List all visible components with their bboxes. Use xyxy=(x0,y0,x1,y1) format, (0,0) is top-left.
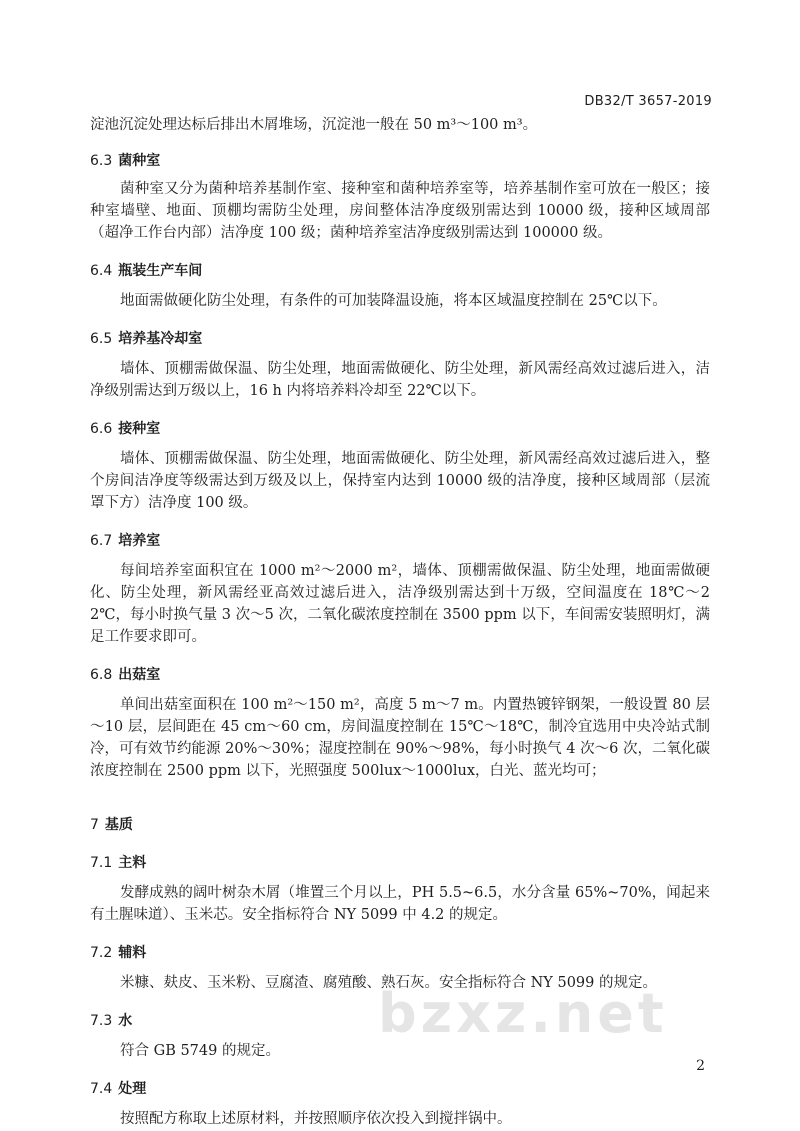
document-code: DB32/T 3657-2019 xyxy=(584,94,712,109)
paragraph-6-5: 墙体、顶棚需做保温、防尘处理，地面需做硬化、防尘处理，新风需经高效过滤后进入，洁净级别需达到万级以上，16 h 内将培养料冷却至 22℃以下。 xyxy=(90,361,710,399)
paragraph-6-3: 菌种室又分为菌种培养基制作室、接种室和菌种培养室等，培养基制作室可放在一般区；接种室墙壁、地面、顶棚均需防尘处理，房间整体洁净度级别需达到 10000 级，接种区域周部（超净工作台内部）洁净度 100 级；菌种培养室洁净度级别需达到 100000 级。 xyxy=(90,181,710,241)
watermark: bzxz.net xyxy=(378,982,668,1045)
heading-7-2: 7.2 辅料 xyxy=(90,945,147,961)
heading-6-5: 6.5 培养基冷却室 xyxy=(90,331,203,347)
paragraph-continuation: 淀池沉淀处理达标后排出木屑堆场，沉淀池一般在 50 m³～100 m³。 xyxy=(90,117,538,133)
paragraph-7-1: 发酵成熟的阔叶树杂木屑（堆置三个月以上，PH 5.5~6.5，水分含量 65%~70%，闻起来有土腥味道）、玉米芯。安全指标符合 NY 5099 中 4.2 的规定。 xyxy=(90,885,710,923)
page-content xyxy=(90,114,710,1130)
heading-7-4: 7.4 处理 xyxy=(90,1081,147,1097)
paragraph-7-2: 米糠、麸皮、玉米粉、豆腐渣、腐殖酸、熟石灰。安全指标符合 NY 5099 的规定。 xyxy=(120,975,657,991)
heading-7-1: 7.1 主料 xyxy=(90,855,147,871)
heading-6-7: 6.7 培养室 xyxy=(90,533,161,549)
paragraph-6-7: 每间培养室面积宜在 1000 m²～2000 m²，墙体、顶棚需做保温、防尘处理，地面需做硬化、防尘处理，新风需经亚高效过滤后进入，洁净级别需达到十万级，空间温度在 18℃～22℃，每小时换气量 3 次～5 次，二氧化碳浓度控制在 3500 ppm 以下，车间需安装照明灯，满足工作要求即可。 xyxy=(90,563,710,645)
heading-7-3: 7.3 水 xyxy=(90,1013,133,1029)
paragraph-7-3: 符合 GB 5749 的规定。 xyxy=(120,1043,280,1059)
paragraph-7-4: 按照配方称取上述原材料，并按照顺序依次投入到搅拌锅中。 xyxy=(120,1111,512,1127)
heading-6-3: 6.3 菌种室 xyxy=(90,153,161,169)
paragraph-6-4: 地面需做硬化防尘处理，有条件的可加装降温设施，将本区域温度控制在 25℃以下。 xyxy=(120,293,667,309)
heading-6-8: 6.8 出菇室 xyxy=(90,667,161,683)
paragraph-6-6: 墙体、顶棚需做保温、防尘处理，地面需做硬化、防尘处理，新风需经高效过滤后进入，整个房间洁净度等级需达到万级及以上，保持室内达到 10000 级的洁净度，接种区域周部（层流罩下方）洁净度 100 级。 xyxy=(90,451,710,511)
heading-7: 7 基质 xyxy=(90,817,133,833)
paragraph-6-8: 单间出菇室面积在 100 m²～150 m²，高度 5 m～7 m。内置热镀锌钢架，一般设置 80 层～10 层，层间距在 45 cm～60 cm，房间温度控制在 15℃～18℃，制冷宜选用中央冷站式制冷，可有效节约能源 20%～30%；湿度控制在 90%～98%，每小时换气 4 次～6 次，二氧化碳浓度控制在 2500 ppm 以下，光照强度 500lux～1000lux，白光、蓝光均可； xyxy=(90,697,710,779)
heading-6-6: 6.6 接种室 xyxy=(90,421,161,437)
heading-6-4: 6.4 瓶装生产车间 xyxy=(90,263,203,279)
page-number: 2 xyxy=(696,1058,705,1074)
